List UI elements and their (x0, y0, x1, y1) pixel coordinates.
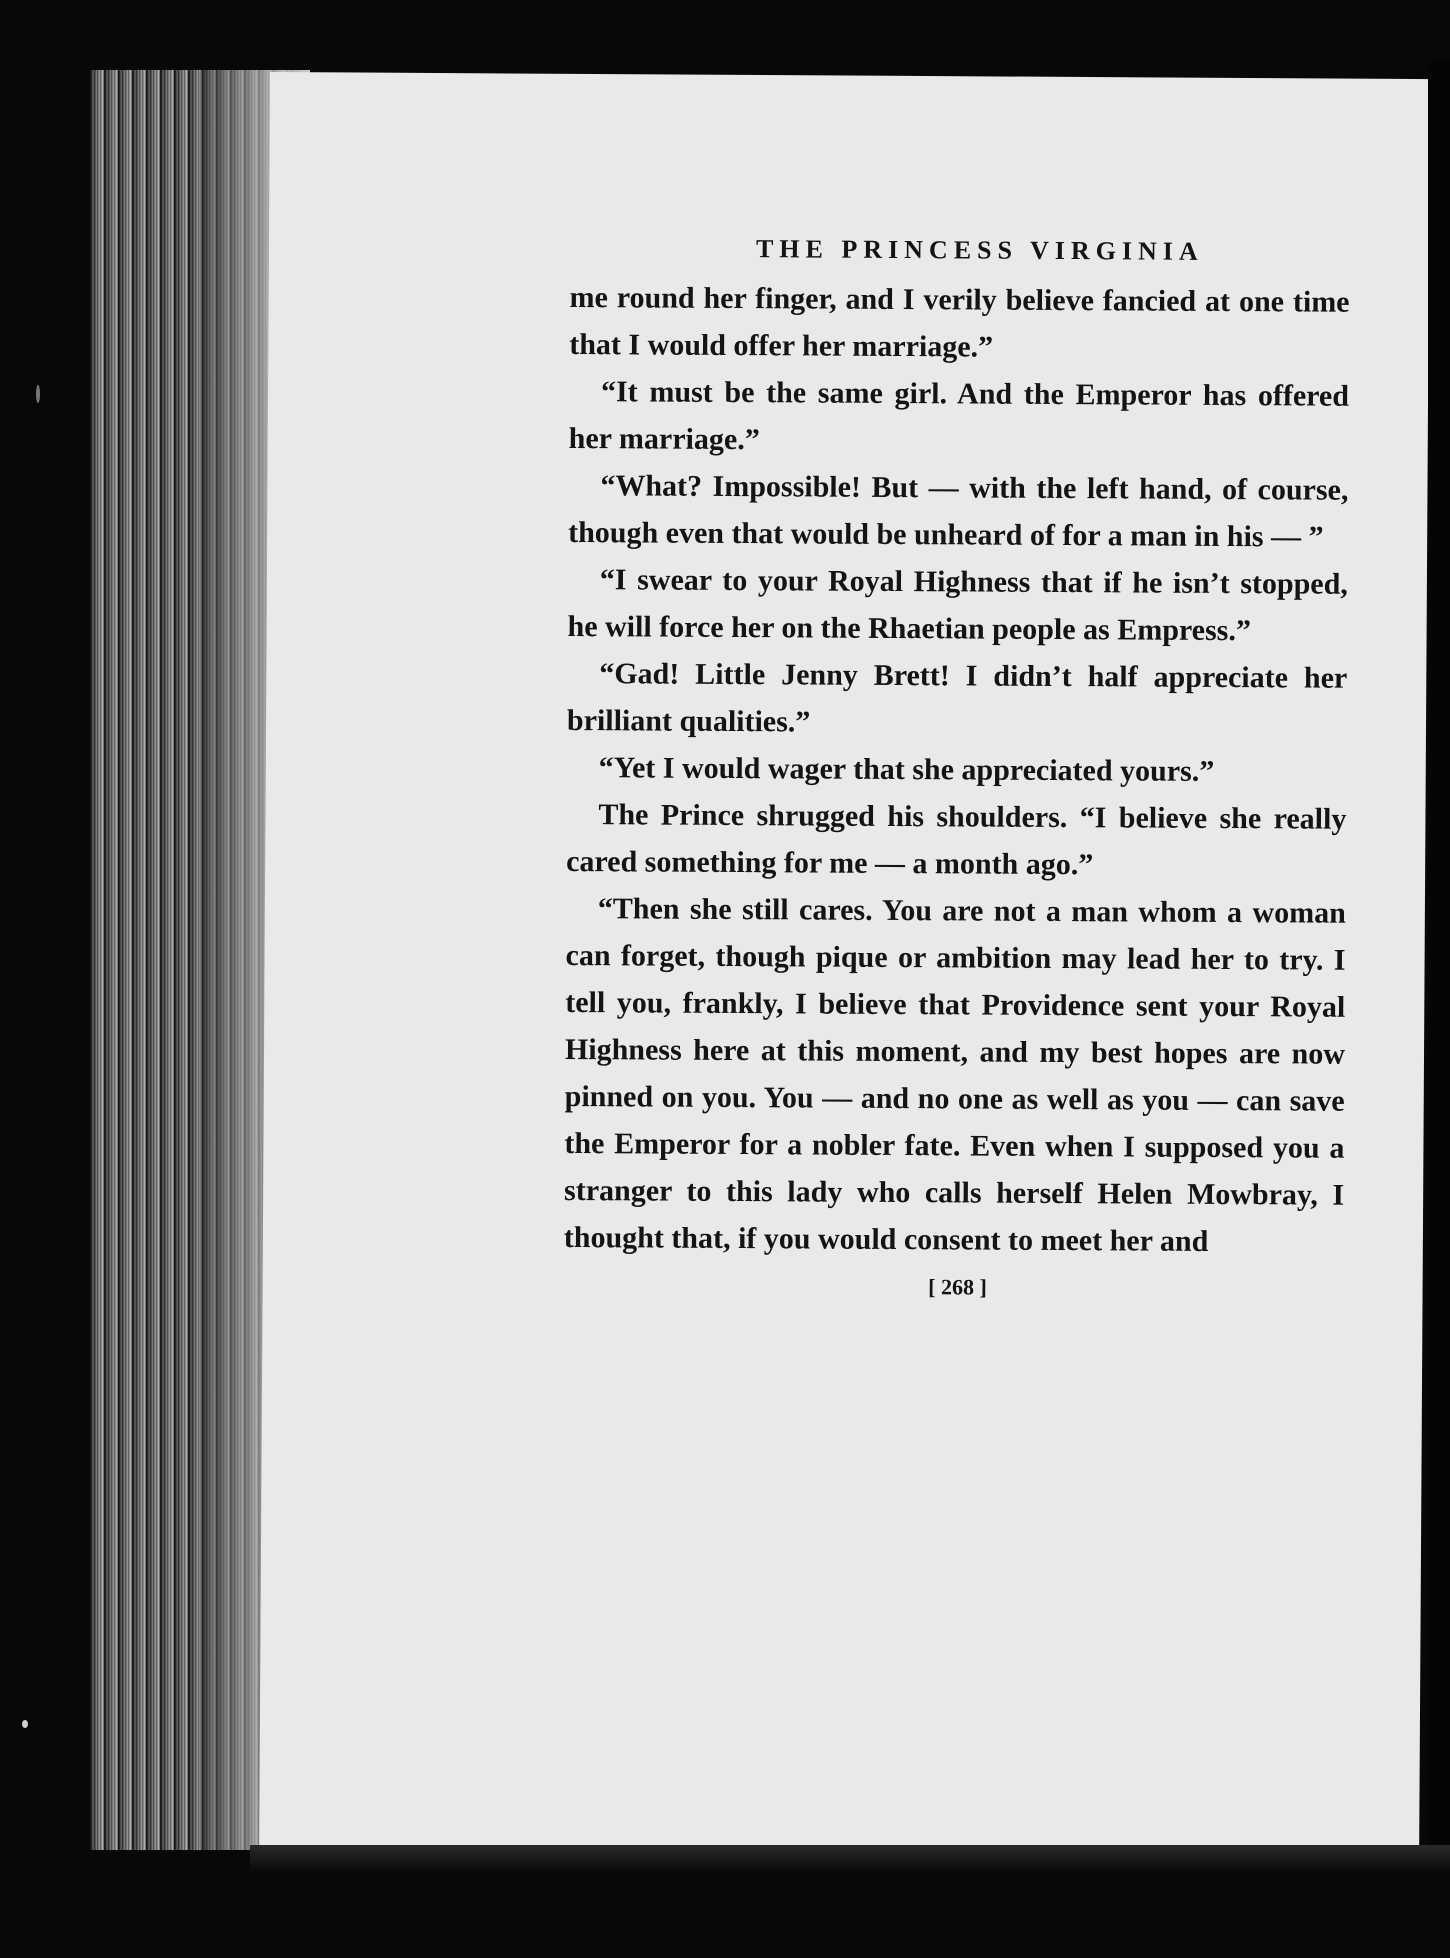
paragraph: “What? Impossible! But — with the left hand, of course, though even that would be unheard of for a man in his — ” (568, 469, 1349, 554)
scan-speck (36, 385, 40, 403)
scan-speck (22, 1720, 28, 1728)
page-right-shadow (1428, 60, 1450, 1860)
running-head: THE PRINCESS VIRGINIA (755, 234, 1204, 266)
page-bottom-shadow (250, 1845, 1450, 1875)
paragraph: The Prince shrugged his shoulders. “I believe she really cared something for me — a month ago.” (566, 798, 1347, 882)
paragraph: “I swear to your Royal Highness that if he isn’t stopped, he will force her on the Rhaetian people as Empress.” (567, 563, 1348, 648)
paragraph: “Then she still cares. You are not a man whom a woman can forget, though pique or ambition may lead her to try. I tell you, frankly, I believe that Providence sent your Royal Highness here at this moment, and my best hopes are now pinned on you. You — and no one as well as you — can save the Emperor for a nobler fate. Even when I supposed you a stranger to this lady who calls herself Helen Mowbray, I thought that, if you would consent to meet her and (563, 892, 1346, 1258)
paragraph: me round her finger, and I verily believe fancied at one time that I would offer her marriage.” (569, 280, 1350, 364)
paragraph: “It must be the same girl. And the Emperor has offered her marriage.” (568, 375, 1350, 457)
page-text-block (563, 228, 1350, 1308)
page-number: [ 268 ] (928, 1274, 987, 1300)
paragraph: “Gad! Little Jenny Brett! I didn’t half appreciate her brilliant qualities.” (566, 657, 1348, 739)
paragraph: “Yet I would wager that she appreciated yours.” (598, 751, 1215, 788)
